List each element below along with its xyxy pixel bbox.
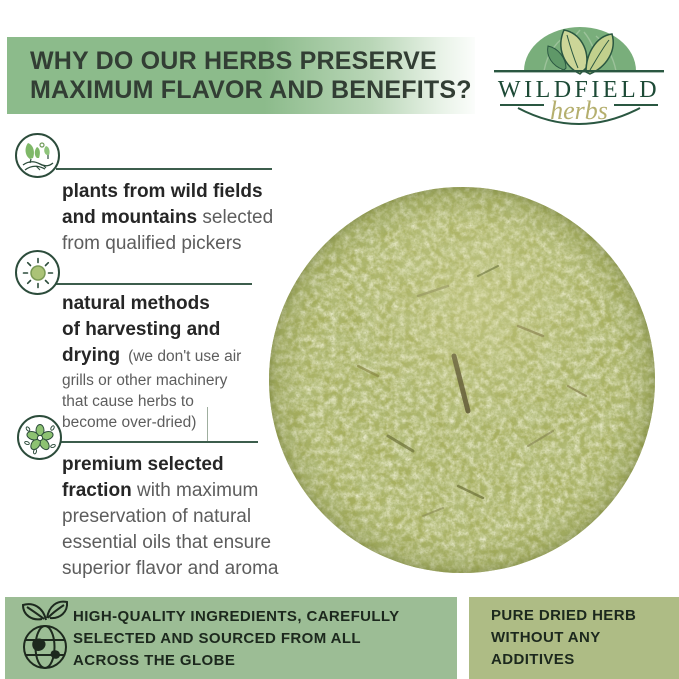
feature-3-badge	[17, 415, 62, 460]
feature-text-line: become over-dried)	[62, 414, 197, 431]
feature-text-line: and mountains selected	[62, 207, 274, 228]
purity-callout-text	[491, 605, 679, 671]
feature-3-rule	[58, 441, 258, 443]
feature-1-rule	[56, 168, 272, 170]
feature-text-line: superior flavor and aroma	[62, 558, 279, 579]
callout-line: ADDITIVES	[491, 651, 575, 668]
wild-field-plants-icon	[21, 139, 55, 173]
wildfield-logo	[494, 18, 664, 130]
headline-banner	[7, 37, 475, 114]
feature-text-line: from qualified pickers	[62, 233, 242, 254]
callout-line: SELECTED AND SOURCED FROM ALL	[73, 630, 361, 647]
feature-text-line: grills or other machinery	[62, 372, 228, 389]
quality-callout-text	[73, 606, 457, 672]
sun-icon	[21, 256, 55, 290]
feature-text-line: natural methods	[62, 293, 210, 314]
feature-1-text	[62, 179, 273, 257]
callout-line: HIGH-QUALITY INGREDIENTS, CAREFULLY	[73, 608, 400, 625]
feature-text-line: drying (we don't use air	[62, 345, 242, 366]
callout-line: PURE DRIED HERB	[491, 607, 637, 624]
feature-text-line: preservation of natural	[62, 506, 252, 527]
logo-brand-text: WILDFIELD	[497, 77, 661, 103]
flower-icon	[23, 421, 57, 455]
feature-text-line: fraction with maximum	[62, 480, 259, 501]
quality-callout	[5, 597, 457, 679]
feature-2-text	[62, 291, 241, 433]
feature-1-badge	[15, 133, 60, 178]
headline-line-1: WHY DO OUR HERBS PRESERVE	[30, 46, 437, 75]
callout-line: WITHOUT ANY	[491, 629, 601, 646]
feature-text-line: plants from wild fields	[62, 181, 263, 202]
callout-line: ACROSS THE GLOBE	[73, 652, 236, 669]
feature-text-line: premium selected	[62, 454, 224, 475]
feature-3-text	[62, 452, 279, 582]
purity-callout	[469, 597, 679, 679]
logo-sub-text: herbs	[550, 96, 608, 125]
feature-2-badge	[15, 250, 60, 295]
headline-line-2: MAXIMUM FLAVOR AND BENEFITS?	[30, 75, 472, 104]
globe-leaf-icon	[19, 599, 71, 677]
herb-photo	[268, 186, 656, 574]
feature-2-rule	[56, 283, 252, 285]
feature-text-line: that cause herbs to	[62, 393, 194, 410]
connector-line	[207, 407, 208, 442]
feature-text-line: essential oils that ensure	[62, 532, 272, 553]
feature-text-line: of harvesting and	[62, 319, 221, 340]
